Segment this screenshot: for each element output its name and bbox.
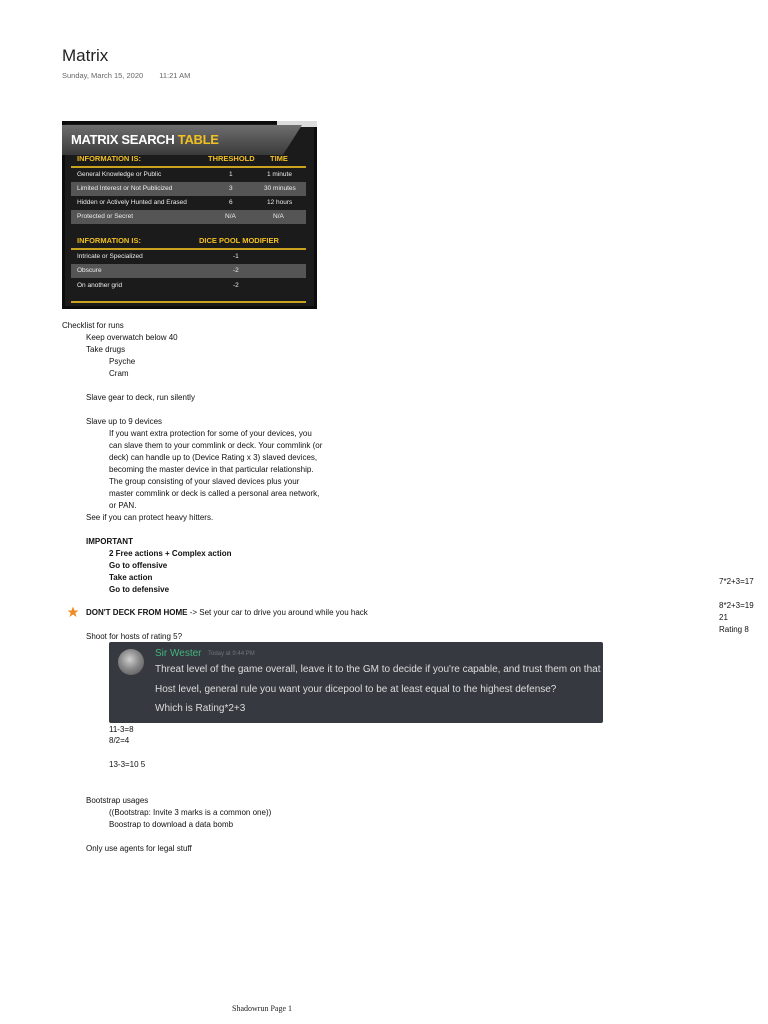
note-calc: 13-3=10 5 — [109, 760, 146, 769]
star-icon — [67, 606, 79, 618]
table-row — [71, 168, 306, 182]
note-overwatch: Keep overwatch below 40 — [86, 333, 178, 342]
note-important-item: Go to defensive — [109, 585, 170, 594]
row-time: N/A — [273, 213, 284, 220]
note-slave-devices: Slave up to 9 devices — [86, 417, 163, 426]
note-slave-paragraph: If you want extra protection for some of your devices, you can slave them to your commlink or deck. Your commlink (or deck) can handle up to (Device Rating x 3) slaved devices, becoming the master device in that particular relationship. The group consisting of your slaved devices plus your master commlink or deck is called a personal area network, or PAN. — [109, 429, 323, 510]
row-label: Protected or Secret — [77, 213, 133, 220]
discord-message-line: Which is Rating*2+3 — [155, 703, 246, 714]
table-section2-header — [71, 235, 306, 250]
note-agents: Only use agents for legal stuff — [86, 844, 192, 853]
side-note: 21 — [719, 613, 728, 622]
row-time: 12 hours — [267, 199, 293, 206]
note-calc: 8/2=4 — [109, 736, 130, 745]
side-note: Rating 8 — [719, 625, 749, 634]
table-row — [71, 182, 306, 196]
note-deck-from-home — [86, 607, 368, 619]
note-deck-bold: DON'T DECK FROM HOME — [86, 608, 188, 617]
note-shoot-hosts: Shoot for hosts of rating 5? — [86, 632, 183, 641]
note-slave-gear: Slave gear to deck, run silently — [86, 393, 195, 402]
row-time: 30 minutes — [264, 185, 296, 192]
table-row — [71, 279, 306, 293]
table-title — [71, 132, 219, 147]
table-row — [71, 196, 306, 210]
header-dice-pool-modifier: DICE POOL MODIFIER — [199, 236, 279, 245]
table-section1-header — [71, 153, 306, 168]
note-drug-psyche: Psyche — [109, 357, 136, 366]
row-modifier: -2 — [233, 267, 239, 274]
row-label: Intricate or Specialized — [77, 253, 143, 260]
note-important-item: Go to offensive — [109, 561, 168, 570]
discord-timestamp: Today at 9:44 PM — [208, 651, 255, 657]
note-protect: See if you can protect heavy hitters. — [86, 513, 214, 522]
page-title: Matrix — [62, 46, 109, 65]
row-threshold: 1 — [229, 171, 233, 178]
row-threshold: 6 — [229, 199, 233, 206]
side-note: 8*2+3=19 — [719, 601, 754, 610]
discord-message-line: Threat level of the game overall, leave it to the GM to decide if you're capable, and trust them on that — [155, 664, 601, 675]
note-take-drugs: Take drugs — [86, 345, 126, 354]
note-important-item: Take action — [109, 573, 153, 582]
page-date: Sunday, March 15, 2020 — [62, 71, 144, 80]
row-threshold: 3 — [229, 185, 233, 192]
header-threshold: THRESHOLD — [208, 154, 255, 163]
discord-message-embed — [109, 642, 603, 723]
note-bootstrap-item: ((Bootstrap: Invite 3 marks is a common one)) — [109, 808, 272, 817]
row-label: On another grid — [77, 282, 123, 289]
discord-username: Sir Wester — [155, 648, 202, 659]
note-calc: 11-3=8 — [109, 725, 134, 734]
table-row — [71, 264, 306, 278]
side-note: 7*2+3=17 — [719, 577, 754, 586]
matrix-search-table-image — [62, 121, 317, 309]
row-label: Hidden or Actively Hunted and Erased — [77, 199, 187, 206]
checklist-title: Checklist for runs — [62, 321, 124, 330]
row-time: 1 minute — [267, 171, 292, 178]
row-label: Obscure — [77, 267, 102, 274]
row-modifier: -2 — [233, 282, 239, 289]
table-title-part1: MATRIX SEARCH — [71, 132, 175, 147]
header-information: INFORMATION IS: — [77, 236, 142, 245]
row-threshold: N/A — [225, 213, 236, 220]
page-footer: Shadowrun Page 1 — [232, 1004, 292, 1013]
row-modifier: -1 — [233, 253, 239, 260]
discord-message-line: Host level, general rule you want your dicepool to be at least equal to the highest defense? — [155, 684, 557, 695]
table-row — [71, 250, 306, 264]
note-drug-cram: Cram — [109, 369, 129, 378]
row-label: Limited Interest or Not Publicized — [77, 185, 173, 192]
page-time: 11:21 AM — [159, 71, 191, 80]
note-deck-rest: -> Set your car to drive you around while you hack — [187, 608, 368, 617]
table-title-part2: TABLE — [177, 132, 219, 147]
row-label: General Knowledge or Public — [77, 171, 162, 178]
table-bottom-rule — [71, 301, 306, 303]
note-important: IMPORTANT — [86, 537, 133, 546]
table-row — [71, 210, 306, 224]
avatar — [118, 649, 144, 675]
page-date-time — [62, 71, 190, 80]
note-bootstrap: Bootstrap usages — [86, 796, 149, 805]
note-bootstrap-item: Boostrap to download a data bomb — [109, 820, 234, 829]
note-important-item: 2 Free actions + Complex action — [109, 549, 232, 558]
header-information: INFORMATION IS: — [77, 154, 142, 163]
header-time: TIME — [270, 154, 288, 163]
